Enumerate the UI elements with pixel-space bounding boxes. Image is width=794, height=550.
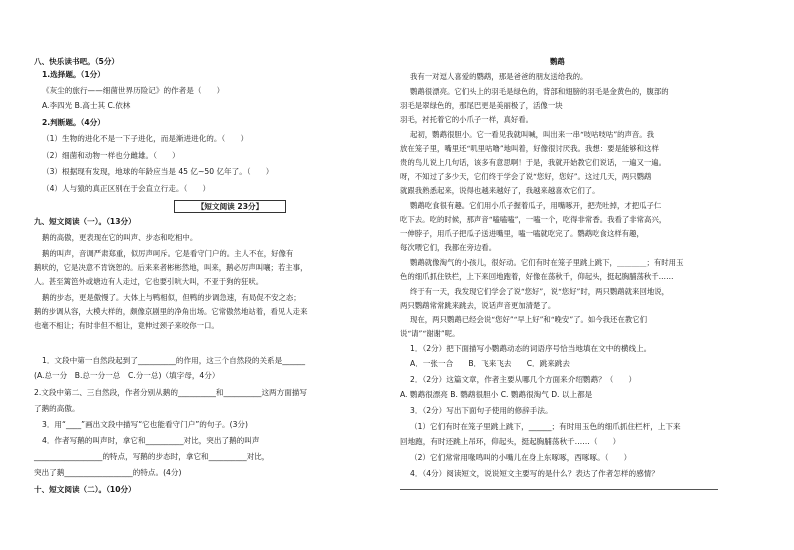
passage-line: 起初，鹦鹉很胆小。它一看见我就叫喊，叫出来一串“吱咕吱咕”的声音。我 (410, 130, 655, 139)
passage-line: 每次喂它们，我都在旁边看。 (400, 243, 497, 252)
passage-line: 终于有一天，我发现它们学会了说“您好”，说“您好”时，两只鹦鹉就来回地说， (410, 287, 670, 296)
passage-line: 鹦鹉吃食很有趣。它们用小爪子握着瓜子，用嘴啄开，把壳吐掉，才把瓜子仁 (410, 201, 662, 210)
s8-q2-item: （4）人与猿的真正区别在于会直立行走。（ ） (42, 184, 211, 193)
passage-line: 鹦鹉很漂亮。它们头上的羽毛是绿色的，背部和翅膀的羽毛是金黄色的，腹部的 (410, 87, 669, 96)
passage-line: 鹦鹉就像淘气的小孩儿，很好动。它们有时在笼子里跳上跳下，________；有时用玉 (410, 258, 684, 267)
s8-q2-title: 2.判断题。（4分） (42, 118, 105, 127)
section-10-title: 十、短文阅读（二）。（10分） (34, 485, 136, 494)
passage-line: 我有一对逗人喜爱的鹦鹉，那是爸爸的朋友送给我的。 (410, 72, 588, 81)
question-1-line: 1．文段中第一自然段起到了__________的作用，这三个自然段的关系是______ (42, 356, 306, 365)
s8-q1-options: A.李四光 B.高士其 C.依林 (42, 101, 131, 110)
passage-title: 鹦鹉 (550, 57, 565, 66)
question-3-line: （2）它们常常用喙鸣叫的小嘴儿在身上东啄啄，西啄啄。（ ） (410, 453, 632, 462)
question-4-line: 4．（4分）阅读短文，说说短文主要写的是什么？表达了作者怎样的感情？ (410, 469, 659, 478)
passage-line: 鹅吠的，它是决意不肯饶恕的。后来来者彬彬然地，叫来，鹅必厉声叫嚷；若主事， (34, 263, 308, 272)
question-4-line: 突出了鹅__________________的特点。(4分) (34, 468, 182, 477)
section-8-title: 八、快乐读书吧。（5分） (34, 57, 120, 66)
passage-line: 羽毛是翠绿色的，那尾巴更是美丽极了，活像一块 (400, 101, 563, 110)
s8-q1-title: 1.选择题。（1分） (42, 70, 105, 79)
passage-line: 人。甚至篱笆外或塘边有人走过，它也要引吭大叫，不亚于狗的狂吠。 (34, 277, 264, 286)
passage-line: 鹅的高傲，更表现在它的叫声、步态和吃相中。 (42, 233, 198, 242)
question-2-line: 了鹅的高傲。 (34, 404, 80, 413)
passage-line: 也毫不相让；有时非但不相让，竟伸过颈子来咬你一口。 (34, 321, 219, 330)
passage-line: 鹅的步态，更是傲慢了。大体上与鸭相似，但鸭的步调急速，有局促不安之态； (42, 293, 301, 302)
passage-line: 鹅的步调从容，大模大样的，颇像京剧里的净角出场。它常傲然地站着，看见人走来 (34, 307, 308, 316)
s8-q2-item: （2）细菌和动物一样也分雌雄。（ ） (42, 151, 180, 160)
question-2-line: A. 鹦鹉很漂亮 B. 鹦鹉很胆小 C. 鹦鹉很淘气 D. 以上都是 (400, 390, 593, 399)
question-3-line: 3．（2分）写出下面句子使用的修辞手法。 (410, 406, 553, 415)
s8-q2-item: （1）生物的进化不是一下子进化，而是渐进进化的。（ ） (42, 134, 249, 143)
passage-line: 放在笼子里，嘴里还“叽里咕噜”地叫着，好像很讨厌我。我想：要是能够和这样 (400, 144, 659, 153)
section-9-title: 九、短文阅读（一）。（13分） (34, 217, 136, 226)
passage-line: 呀，不知过了多少天，它们终于学会了说“您好，您好”。这过几天，两只鹦鹉 (400, 172, 652, 181)
question-3-line: 回地跑，有时还跳上吊环，仰起头，挺起胸脯荡秋千……（ ） (400, 437, 621, 446)
question-2-line: 2．（2分）这篇文章，作者主要从哪几个方面来介绍鹦鹉？（ ） (410, 375, 637, 384)
passage-line: 吃下去。吃的时候，那声音“嗑嗑嗑”，一嗑一个，吃得非常香。我看了非常高兴， (400, 215, 667, 224)
passage-line: 鹅的叫声，音调严肃郑重，似厉声呵斥。它是看守门户的。主人不在，好像有 (42, 249, 294, 258)
question-1-line: (A.总一分 B.总一分一总 C.分一总)（填字母，4分） (34, 371, 220, 380)
s8-q1-text: 《灰尘的旅行——细菌世界历险记》的作者是（ ） (42, 86, 225, 95)
passage-line: 就跟我熟悉起来，说得也越来越好了，我越来越喜欢它们了。 (400, 186, 600, 195)
passage-line: 羽毛，衬托着它的小爪子一样，真好看。 (400, 115, 534, 124)
question-2-line: 2.文段中第二、三自然段，作者分别从鹅的__________和__________这两方面描写 (34, 388, 308, 397)
passage-line: 贵的鸟儿说上几句话，该多有意思啊！于是，我就开始教它们说话，一遍又一遍。 (400, 158, 667, 167)
question-1-line: A．一张一合 B．飞来飞去 C．跳来跳去 (410, 359, 570, 368)
question-3-line: 3．用“____”画出文段中描写“它也能看守门户”的句子。(3分) (42, 420, 248, 429)
passage-line: 两只鹦鹉常常跳来跳去，说话声音更加清楚了。 (400, 301, 556, 310)
question-3-line: （1）它们有时在笼子里跳上跳下，______；有时用玉色的细爪抓住栏杆，上下来 (410, 422, 681, 431)
passage-line: 说“请”“谢谢”呢。 (400, 329, 460, 338)
passage-line: 色的细爪抓住铁栏，上下来回地跑着，好像在荡秋千，仰起头，挺起胸脯荡秋千…… (400, 272, 674, 281)
s8-q2-item: （3）根据现有发现，地球的年龄应当是 45 亿~50 亿年了。（ ） (42, 167, 274, 176)
question-1-line: 1．（2分）把下面描写小鹦鹉动态的词语序号恰当地填在文中的横线上。 (410, 344, 652, 353)
passage-line: 现在，两只鹦鹉已经会说“您好”“早上好”和“晚安”了。如今我还在教它们 (410, 315, 648, 324)
passage-line: 一伸脖子，用爪子把瓜子送进嘴里，嗑一嗑就吃完了。鹦鹉吃食这样有趣， (400, 229, 644, 238)
question-4-line: 4．作者写鹅的叫声时，拿它和__________对比，突出了鹅的叫声 (42, 436, 260, 445)
answer-line (400, 489, 718, 490)
question-4-line: __________________的特点，写鹅的步态时，拿它和__________对比， (34, 452, 270, 461)
reading-section-banner: 【短文阅读 23分】 (174, 200, 286, 213)
